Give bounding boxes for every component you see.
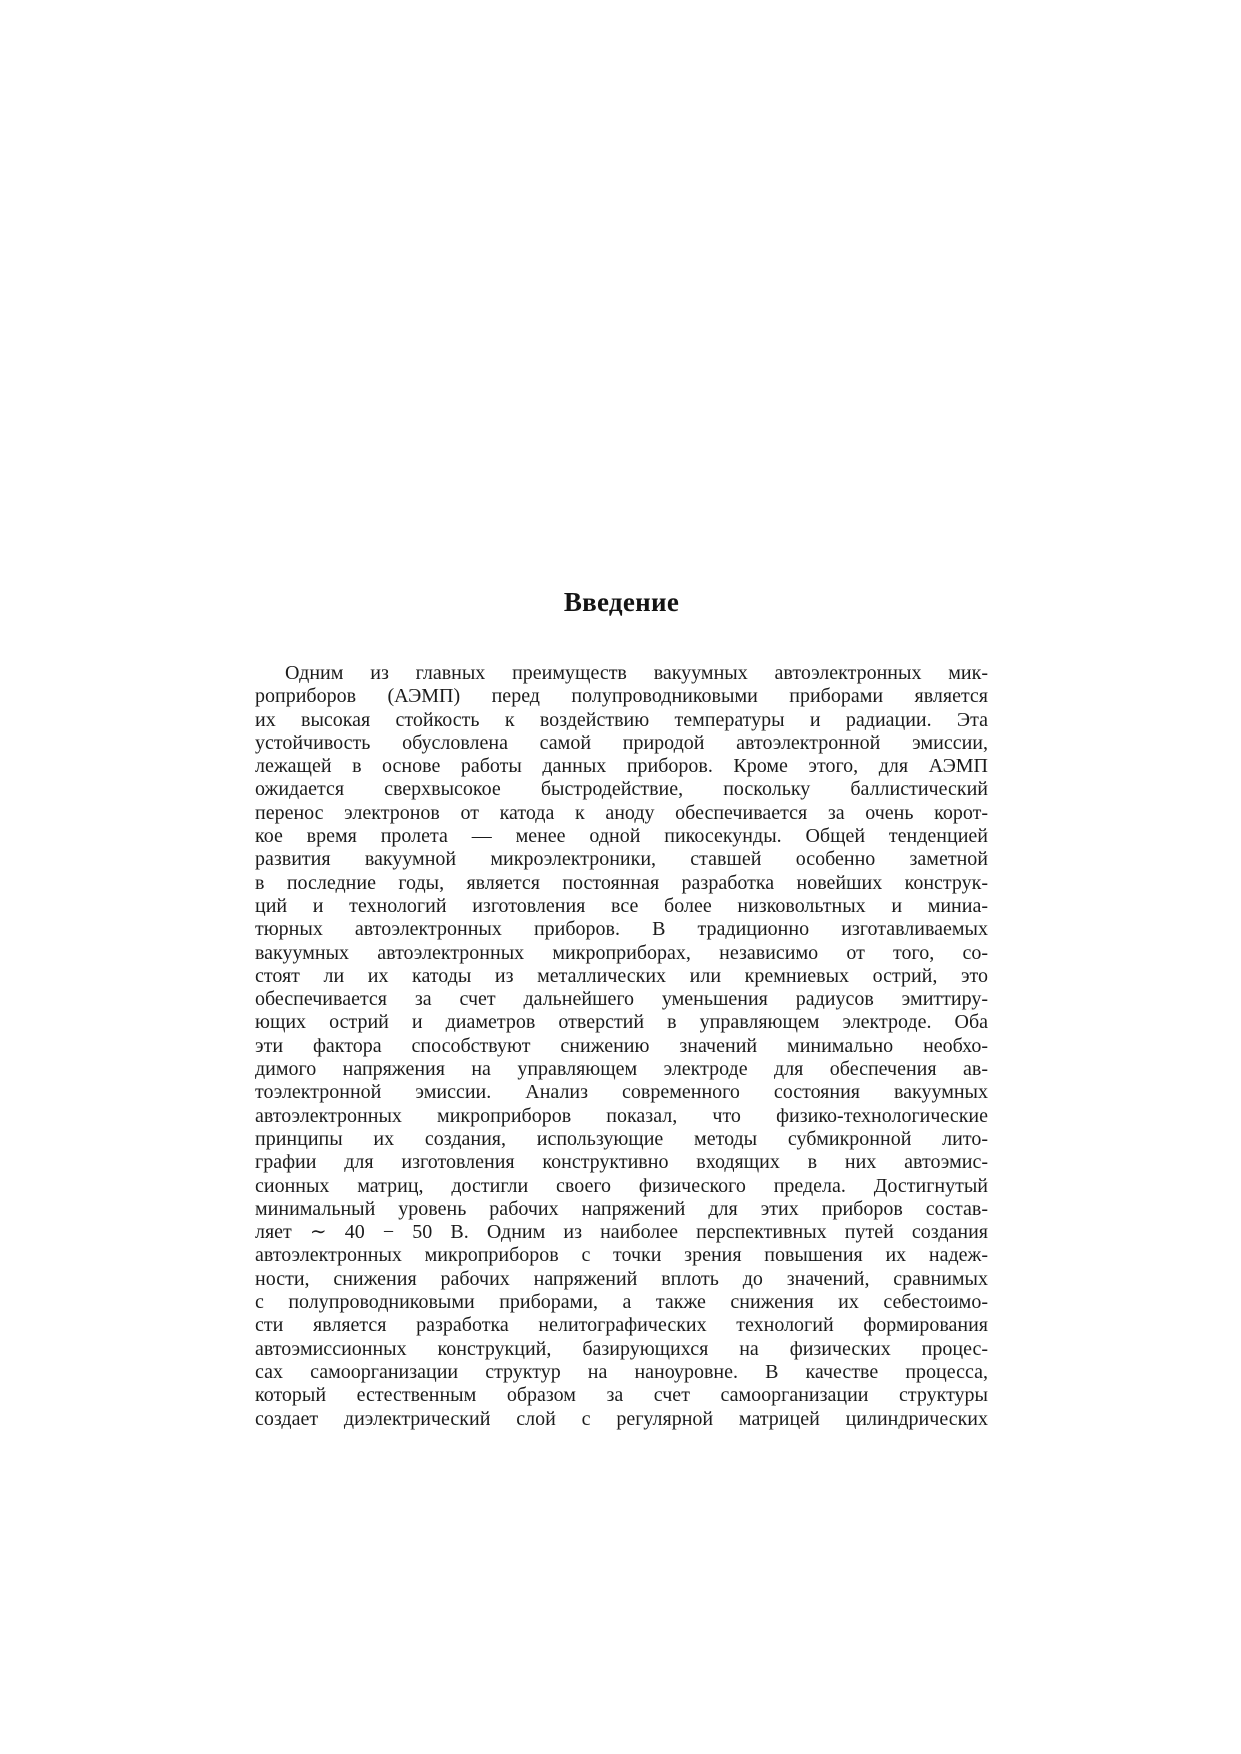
text-line: эти фактора способствуют снижению значений минимально необхо- (255, 1034, 988, 1057)
text-line: принципы их создания, использующие методы субмикронной лито- (255, 1127, 988, 1150)
text-line: ляет ∼ 40 − 50 В. Одним из наиболее перспективных путей создания (255, 1221, 988, 1244)
text-line: димого напряжения на управляющем электроде для обеспечения ав- (255, 1058, 988, 1081)
text-line: в последние годы, является постоянная разработка новейших конструк- (255, 871, 988, 894)
text-line: автоэлектронных микроприборов с точки зрения повышения их надеж- (255, 1244, 988, 1267)
text-line: тюрных автоэлектронных приборов. В традиционно изготавливаемых (255, 918, 988, 941)
text-line: сти является разработка нелитографических технологий формирования (255, 1314, 988, 1337)
text-line: кое время пролета — менее одной пикосекунды. Общей тенденцией (255, 825, 988, 848)
text-line: создает диэлектрический слой с регулярной матрицей цилиндрических (255, 1407, 988, 1430)
text-line: сах самоорганизации структур на наноуровне. В качестве процесса, (255, 1360, 988, 1383)
text-line: их высокая стойкость к воздействию температуры и радиации. Эта (255, 708, 988, 731)
text-line: лежащей в основе работы данных приборов. Кроме этого, для АЭМП (255, 755, 988, 778)
text-line: обеспечивается за счет дальнейшего уменьшения радиусов эмиттиру- (255, 988, 988, 1011)
text-line: ожидается сверхвысокое быстродействие, поскольку баллистический (255, 778, 988, 801)
text-line: автоэмиссионных конструкций, базирующихся на физических процес- (255, 1337, 988, 1360)
body-paragraph (255, 662, 988, 1431)
text-line: ций и технологий изготовления все более низковольтных и миниа- (255, 894, 988, 917)
text-line: перенос электронов от катода к аноду обеспечивается за очень корот- (255, 801, 988, 824)
text-line: сионных матриц, достигли своего физического предела. Достигнутый (255, 1174, 988, 1197)
text-line: роприборов (АЭМП) перед полупроводниковыми приборами является (255, 685, 988, 708)
section-heading: Введение (563, 587, 680, 617)
text-line: Одним из главных преимуществ вакуумных автоэлектронных мик- (285, 662, 988, 684)
text-line: ющих острий и диаметров отверстий в управляющем электроде. Оба (255, 1011, 988, 1034)
text-line: который естественным образом за счет самоорганизации структуры (255, 1384, 988, 1407)
text-line: автоэлектронных микроприборов показал, что физико-технологические (255, 1104, 988, 1127)
text-line: с полупроводниковыми приборами, а также снижения их себестоимо- (255, 1291, 988, 1314)
text-line: устойчивость обусловлена самой природой автоэлектронной эмиссии, (255, 731, 988, 754)
text-column (255, 586, 988, 1431)
text-line: тоэлектронной эмиссии. Анализ современного состояния вакуумных (255, 1081, 988, 1104)
text-line: развития вакуумной микроэлектроники, ставшей особенно заметной (255, 848, 988, 871)
text-line: вакуумных автоэлектронных микроприборах, независимо от того, со- (255, 941, 988, 964)
text-line: стоят ли их катоды из металлических или кремниевых острий, это (255, 964, 988, 987)
text-line: графии для изготовления конструктивно входящих в них автоэмис- (255, 1151, 988, 1174)
text-line: минимальный уровень рабочих напряжений для этих приборов состав- (255, 1197, 988, 1220)
text-line: ности, снижения рабочих напряжений вплоть до значений, сравнимых (255, 1267, 988, 1290)
